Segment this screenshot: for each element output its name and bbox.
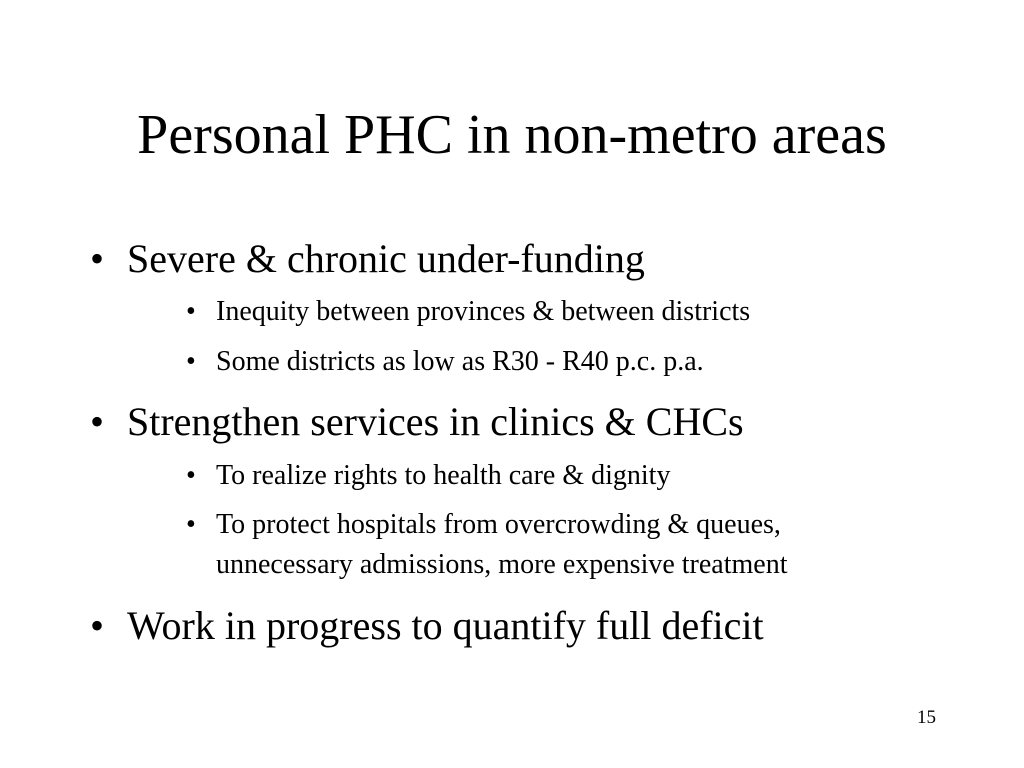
sub-bullet-marker: • [186,509,196,540]
slide-title: Personal PHC in non-metro areas [137,104,887,166]
sub-bullet-marker: • [186,296,196,327]
bullet-text: Strengthen services in clinics & CHCs [127,399,744,444]
page-number: 15 [917,707,936,728]
sub-bullet-text: Some districts as low as R30 - R40 p.c. p.a. [216,346,704,377]
bullet-text: Severe & chronic under-funding [127,236,645,281]
sub-bullet-text: To protect hospitals from overcrowding & queues, [216,509,781,540]
bullet-marker: • [90,399,105,444]
sub-bullet-marker: • [186,346,196,377]
bullet-text: Work in progress to quantify full deficit [127,603,764,648]
bullet-marker: • [90,236,105,281]
sub-bullet-text: Inequity between provinces & between districts [216,296,751,327]
sub-bullet-text: unnecessary admissions, more expensive treatment [216,549,788,580]
sub-bullet-marker: • [186,460,196,491]
bullet-marker: • [90,603,105,648]
sub-bullet-text: To realize rights to health care & dignity [216,460,671,491]
